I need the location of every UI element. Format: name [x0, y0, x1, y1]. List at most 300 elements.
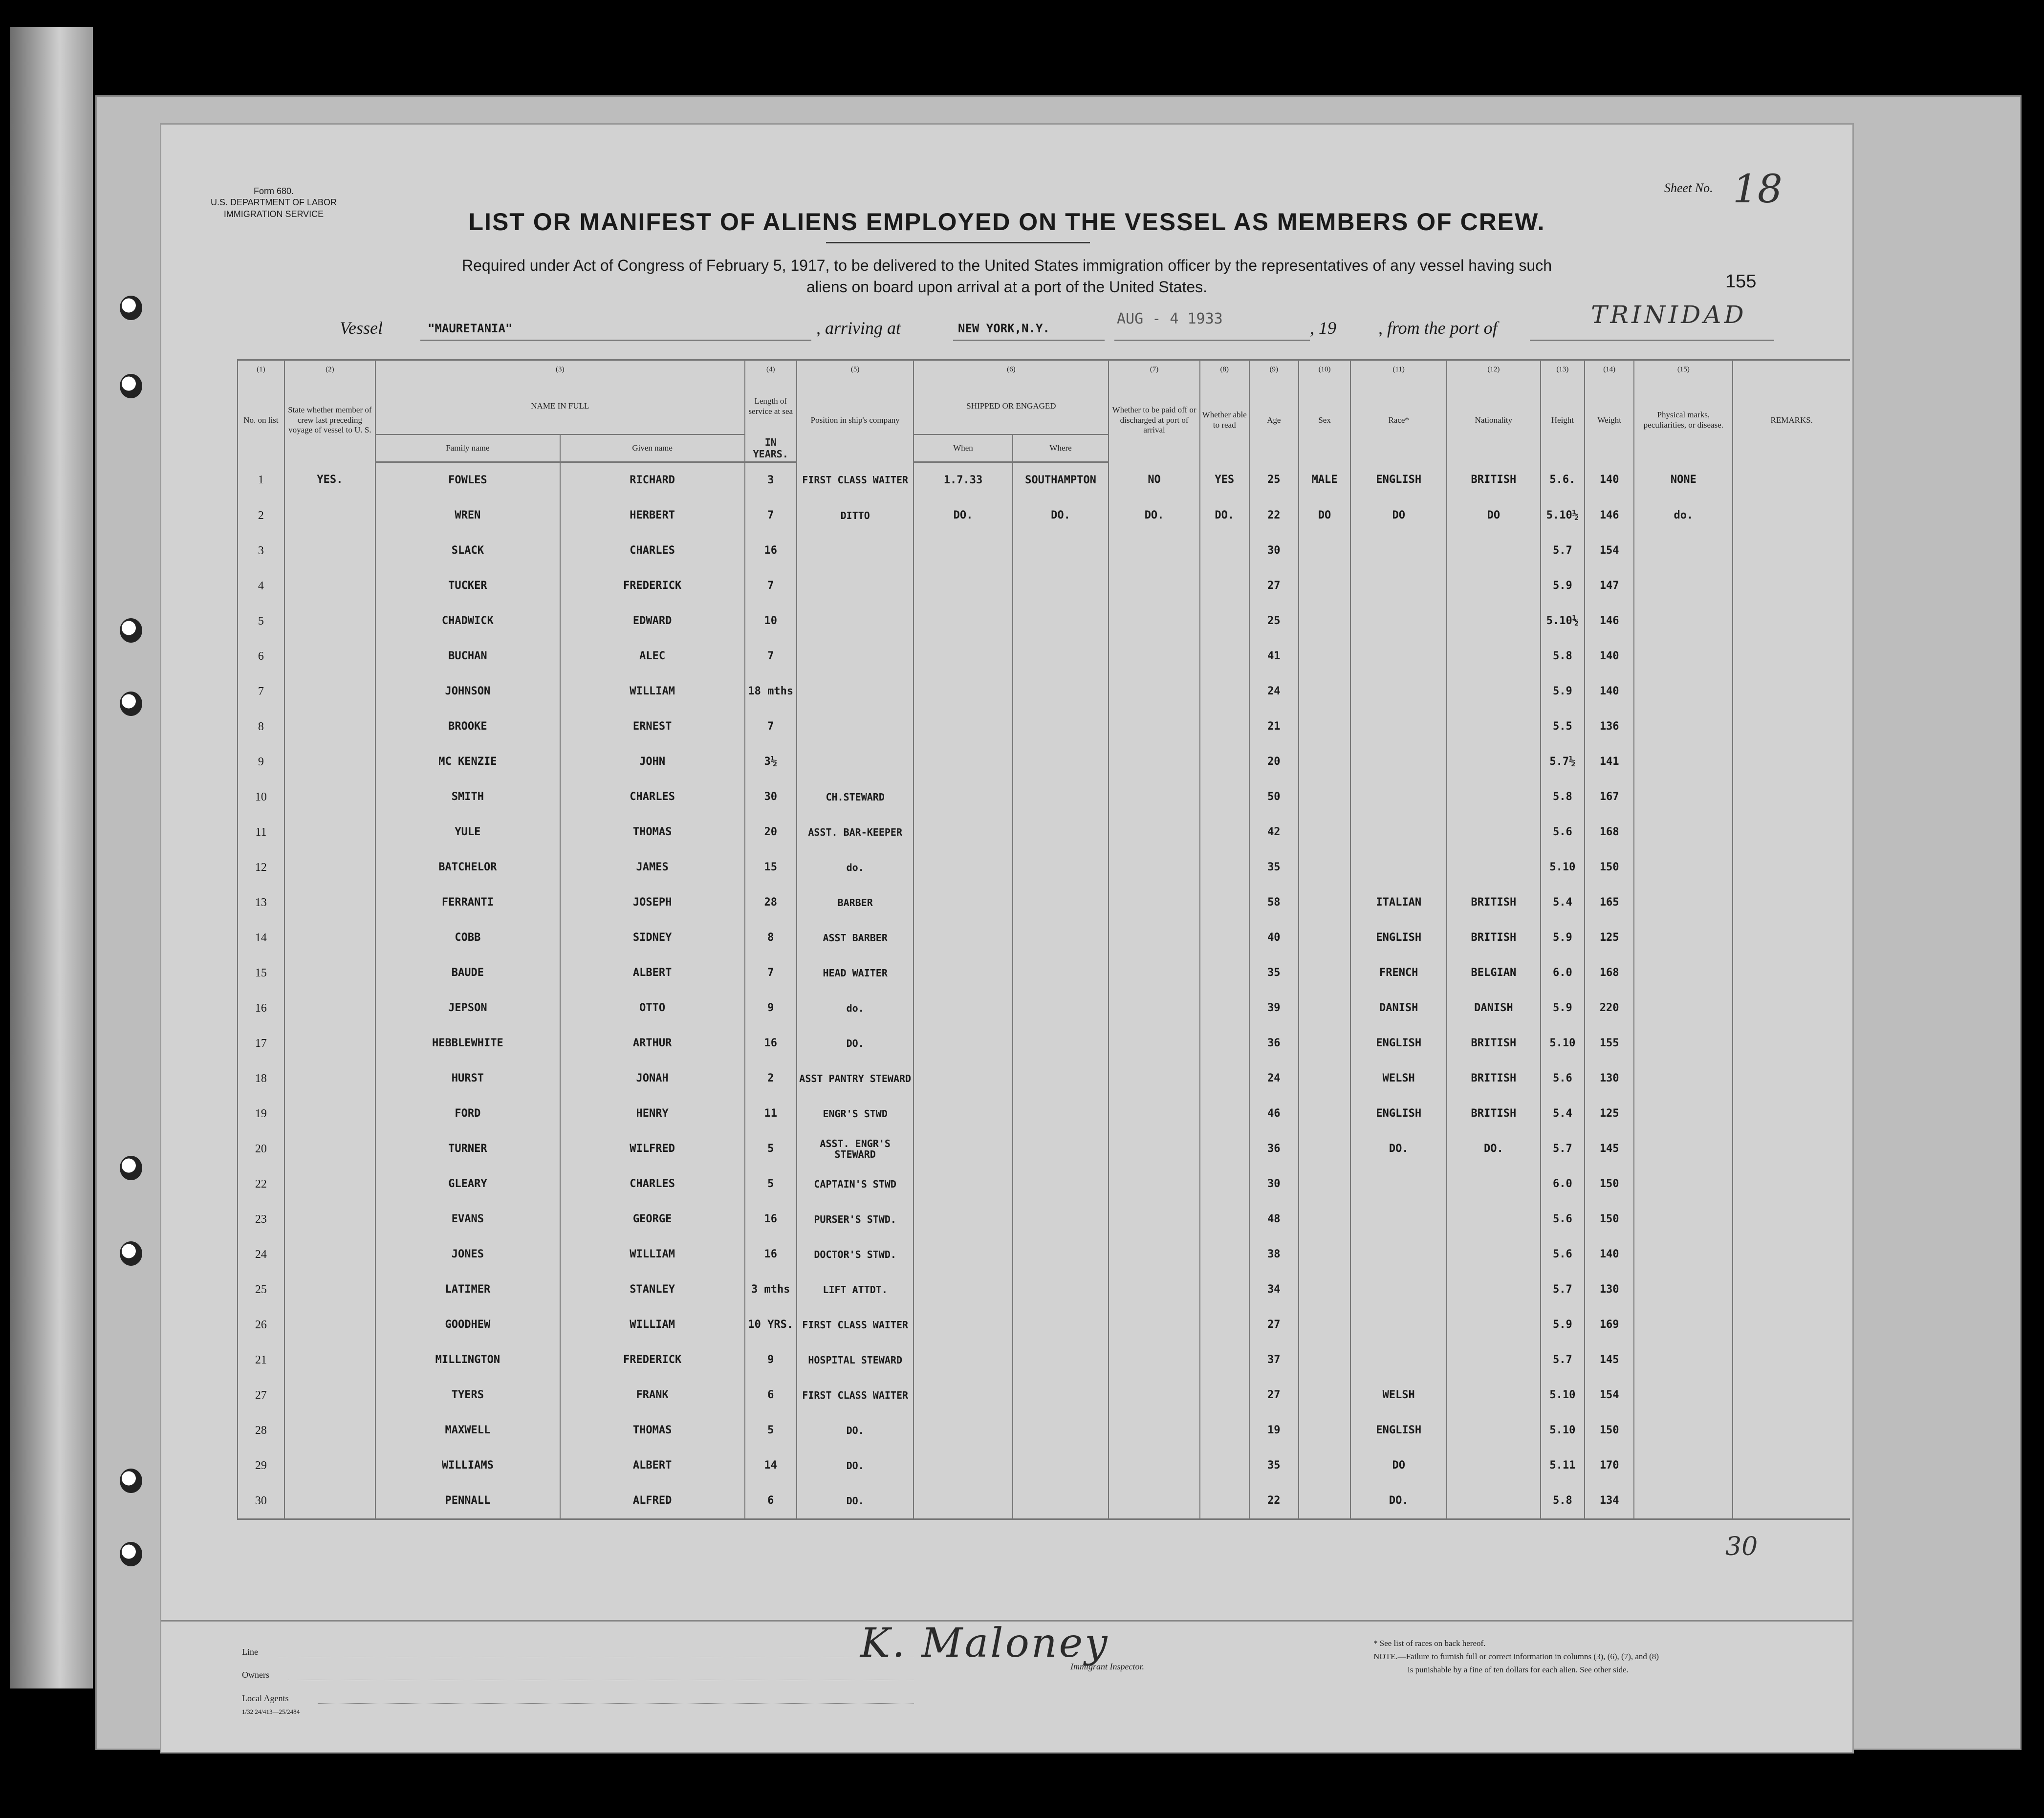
cell-where [1013, 1131, 1109, 1167]
cell-position: ASST. ENGR'S STEWARD [797, 1131, 913, 1167]
cell-weight: 154 [1585, 533, 1634, 568]
cell-physical [1634, 779, 1733, 815]
cell-paid [1109, 1342, 1199, 1378]
table-row [238, 920, 1850, 955]
cell-state [284, 604, 375, 639]
cell-service: 6 [745, 1378, 797, 1413]
cell-remarks [1733, 1413, 1850, 1448]
cell-position: DO. [797, 1448, 913, 1483]
col-num: (3) [375, 360, 745, 379]
cell-paid [1109, 1202, 1199, 1237]
cell-when [913, 533, 1012, 568]
cell-race [1350, 674, 1447, 709]
cell-when [913, 1061, 1012, 1096]
cell-height: 5.11 [1541, 1448, 1585, 1483]
cell-when [913, 885, 1012, 920]
cell-race [1350, 1202, 1447, 1237]
cell-physical [1634, 1202, 1733, 1237]
cell-nationality: DO. [1447, 1131, 1541, 1167]
cell-weight: 140 [1585, 639, 1634, 674]
cell-position [797, 639, 913, 674]
cell-sex [1299, 604, 1350, 639]
cell-no: 8 [238, 709, 284, 744]
cell-weight: 134 [1585, 1483, 1634, 1519]
cell-physical [1634, 604, 1733, 639]
cell-weight: 141 [1585, 744, 1634, 779]
cell-given: HERBERT [560, 498, 745, 533]
cell-weight: 146 [1585, 498, 1634, 533]
table-row [238, 991, 1850, 1026]
cell-given: WILFRED [560, 1131, 745, 1167]
cell-when [913, 1096, 1012, 1131]
cell-when [913, 1026, 1012, 1061]
table-row [238, 955, 1850, 991]
cell-age: 27 [1249, 1307, 1299, 1342]
col-num: (5) [797, 360, 913, 379]
cell-height: 5.7 [1541, 1342, 1585, 1378]
from-underline [1530, 340, 1774, 341]
cell-position: ASST BARBER [797, 920, 913, 955]
cell-height: 5.9 [1541, 920, 1585, 955]
cell-height: 5.10½ [1541, 604, 1585, 639]
sheet-number-label: Sheet No. [1664, 181, 1713, 195]
cell-where [1013, 744, 1109, 779]
header-age: Age [1249, 378, 1299, 462]
cell-remarks [1733, 462, 1850, 498]
cell-weight: 146 [1585, 604, 1634, 639]
cell-paid [1109, 1272, 1199, 1307]
cell-physical [1634, 1272, 1733, 1307]
cell-paid [1109, 1413, 1199, 1448]
cell-given: ARTHUR [560, 1026, 745, 1061]
cell-state [284, 1483, 375, 1519]
header-physical: Physical marks, peculiarities, or disease. [1634, 378, 1733, 462]
cell-paid [1109, 744, 1199, 779]
cell-weight: 150 [1585, 1202, 1634, 1237]
cell-no: 1 [238, 462, 284, 498]
cell-position: DO. [797, 1026, 913, 1061]
cell-sex [1299, 1061, 1350, 1096]
cell-service: 15 [745, 850, 797, 885]
cell-when [913, 991, 1012, 1026]
col-num: (12) [1447, 360, 1541, 379]
cell-height: 5.9 [1541, 1307, 1585, 1342]
cell-height: 5.5 [1541, 709, 1585, 744]
cell-when [913, 1342, 1012, 1378]
cell-no: 17 [238, 1026, 284, 1061]
punch-hole [120, 1241, 142, 1266]
cell-service: 6 [745, 1483, 797, 1519]
cell-position: HOSPITAL STEWARD [797, 1342, 913, 1378]
cell-height: 5.7½ [1541, 744, 1585, 779]
cell-sex [1299, 1202, 1350, 1237]
header-race: Race* [1350, 378, 1447, 462]
cell-sex [1299, 1307, 1350, 1342]
cell-weight: 150 [1585, 1413, 1634, 1448]
cell-read [1200, 1061, 1249, 1096]
cell-no: 27 [238, 1378, 284, 1413]
cell-family: SMITH [375, 779, 560, 815]
tally-count: 30 [1725, 1532, 1758, 1561]
cell-age: 37 [1249, 1342, 1299, 1378]
cell-height: 5.10½ [1541, 498, 1585, 533]
cell-service: 30 [745, 779, 797, 815]
cell-physical [1634, 1378, 1733, 1413]
cell-paid [1109, 1061, 1199, 1096]
cell-read [1200, 533, 1249, 568]
cell-height: 5.10 [1541, 850, 1585, 885]
cell-state [284, 815, 375, 850]
header-state-member: State whether member of crew last preceding voyage of vessel to U. S. [284, 378, 375, 462]
cell-service: 3½ [745, 744, 797, 779]
cell-sex [1299, 1096, 1350, 1131]
crew-rows [238, 462, 1850, 1519]
cell-weight: 140 [1585, 674, 1634, 709]
header-paid-off: Whether to be paid off or discharged at port of arrival [1109, 378, 1199, 462]
header-when: When [913, 434, 1012, 462]
cell-sex [1299, 568, 1350, 604]
note-races: * See list of races on back hereof. [1373, 1639, 1486, 1648]
cell-weight: 125 [1585, 1096, 1634, 1131]
cell-physical [1634, 533, 1733, 568]
cell-family: MAXWELL [375, 1413, 560, 1448]
cell-height: 5.4 [1541, 1096, 1585, 1131]
cell-physical [1634, 920, 1733, 955]
manifest-sheet [161, 125, 1852, 1752]
cell-nationality [1447, 1448, 1541, 1483]
cell-when [913, 955, 1012, 991]
cell-race: DANISH [1350, 991, 1447, 1026]
cell-race [1350, 709, 1447, 744]
cell-family: WILLIAMS [375, 1448, 560, 1483]
cell-physical [1634, 955, 1733, 991]
cell-given: CHARLES [560, 533, 745, 568]
cell-when [913, 674, 1012, 709]
cell-age: 36 [1249, 1026, 1299, 1061]
cell-sex [1299, 1342, 1350, 1378]
cell-paid [1109, 850, 1199, 885]
cell-when [913, 639, 1012, 674]
cell-state [284, 533, 375, 568]
cell-given: STANLEY [560, 1272, 745, 1307]
cell-remarks [1733, 815, 1850, 850]
cell-nationality [1447, 1483, 1541, 1519]
cell-age: 30 [1249, 533, 1299, 568]
cell-nationality [1447, 1378, 1541, 1413]
cell-sex [1299, 1131, 1350, 1167]
cell-weight: 170 [1585, 1448, 1634, 1483]
cell-where [1013, 885, 1109, 920]
cell-family: TUCKER [375, 568, 560, 604]
cell-race: WELSH [1350, 1061, 1447, 1096]
cell-given: SIDNEY [560, 920, 745, 955]
cell-read [1200, 1202, 1249, 1237]
cell-read [1200, 674, 1249, 709]
cell-paid [1109, 955, 1199, 991]
cell-where [1013, 991, 1109, 1026]
cell-sex [1299, 1378, 1350, 1413]
cell-read [1200, 639, 1249, 674]
cell-physical [1634, 1483, 1733, 1519]
cell-height: 5.8 [1541, 1483, 1585, 1519]
cell-physical [1634, 1026, 1733, 1061]
col-num: (15) [1634, 360, 1733, 379]
cell-position: DO. [797, 1413, 913, 1448]
table-row [238, 498, 1850, 533]
header-length-service: Length of service at sea [745, 378, 797, 434]
cell-state [284, 498, 375, 533]
cell-no: 14 [238, 920, 284, 955]
cell-age: 42 [1249, 815, 1299, 850]
cell-remarks [1733, 1272, 1850, 1307]
cell-given: WILLIAM [560, 674, 745, 709]
cell-when [913, 604, 1012, 639]
cell-when [913, 850, 1012, 885]
cell-state [284, 779, 375, 815]
cell-race: ENGLISH [1350, 1026, 1447, 1061]
table-row [238, 1307, 1850, 1342]
header-sex: Sex [1299, 378, 1350, 462]
cell-state [284, 1413, 375, 1448]
cell-weight: 150 [1585, 1167, 1634, 1202]
cell-height: 5.10 [1541, 1413, 1585, 1448]
cell-given: FREDERICK [560, 1342, 745, 1378]
cell-physical [1634, 991, 1733, 1026]
cell-state [284, 744, 375, 779]
cell-where [1013, 815, 1109, 850]
table-row [238, 1202, 1850, 1237]
cell-state [284, 920, 375, 955]
cell-family: JONES [375, 1237, 560, 1272]
cell-sex [1299, 815, 1350, 850]
cell-physical [1634, 1131, 1733, 1167]
cell-state [284, 1061, 375, 1096]
cell-weight: 169 [1585, 1307, 1634, 1342]
cell-race [1350, 1272, 1447, 1307]
table-row [238, 1272, 1850, 1307]
table-row [238, 568, 1850, 604]
cell-no: 30 [238, 1483, 284, 1519]
cell-remarks [1733, 779, 1850, 815]
cell-given: JOHN [560, 744, 745, 779]
cell-paid [1109, 639, 1199, 674]
cell-age: 58 [1249, 885, 1299, 920]
col-num: (10) [1299, 360, 1350, 379]
cell-no: 6 [238, 639, 284, 674]
cell-where [1013, 1483, 1109, 1519]
vessel-underline [420, 340, 811, 341]
cell-nationality: BRITISH [1447, 1026, 1541, 1061]
table-row [238, 1483, 1850, 1519]
cell-position: FIRST CLASS WAITER [797, 1307, 913, 1342]
vessel-label: Vessel [340, 318, 383, 338]
cell-remarks [1733, 604, 1850, 639]
cell-paid [1109, 1096, 1199, 1131]
header-name-in-full: NAME IN FULL [375, 378, 745, 434]
cell-nationality [1447, 744, 1541, 779]
header-family-name: Family name [375, 434, 560, 462]
cell-state [284, 955, 375, 991]
cell-weight: 147 [1585, 568, 1634, 604]
cell-physical: do. [1634, 498, 1733, 533]
cell-read [1200, 850, 1249, 885]
cell-read [1200, 604, 1249, 639]
crew-manifest-table [237, 359, 1850, 1520]
cell-sex [1299, 991, 1350, 1026]
cell-sex [1299, 1167, 1350, 1202]
cell-family: BUCHAN [375, 639, 560, 674]
cell-when [913, 1448, 1012, 1483]
table-row [238, 815, 1850, 850]
cell-remarks [1733, 1202, 1850, 1237]
cell-read [1200, 744, 1249, 779]
cell-when [913, 1413, 1012, 1448]
cell-service: 7 [745, 498, 797, 533]
cell-physical [1634, 1061, 1733, 1096]
cell-where [1013, 920, 1109, 955]
cell-family: MC KENZIE [375, 744, 560, 779]
cell-read [1200, 1413, 1249, 1448]
cell-state [284, 1342, 375, 1378]
cell-read [1200, 1448, 1249, 1483]
cell-no: 4 [238, 568, 284, 604]
cell-when [913, 1202, 1012, 1237]
header-given-name: Given name [560, 434, 745, 462]
cell-position: do. [797, 991, 913, 1026]
cell-given: CHARLES [560, 1167, 745, 1202]
cell-where [1013, 1096, 1109, 1131]
cell-paid [1109, 1131, 1199, 1167]
punch-hole [120, 618, 142, 643]
cell-read [1200, 709, 1249, 744]
cell-weight: 220 [1585, 991, 1634, 1026]
cell-height: 5.7 [1541, 1272, 1585, 1307]
cell-paid [1109, 779, 1199, 815]
cell-state [284, 1448, 375, 1483]
cell-remarks [1733, 568, 1850, 604]
cell-race [1350, 744, 1447, 779]
cell-race: WELSH [1350, 1378, 1447, 1413]
cell-family: BAUDE [375, 955, 560, 991]
cell-where [1013, 568, 1109, 604]
cell-family: TURNER [375, 1131, 560, 1167]
cell-when [913, 1237, 1012, 1272]
cell-sex [1299, 639, 1350, 674]
cell-paid [1109, 568, 1199, 604]
cell-nationality [1447, 1307, 1541, 1342]
cell-paid: DO. [1109, 498, 1199, 533]
cell-nationality [1447, 1237, 1541, 1272]
cell-service: 11 [745, 1096, 797, 1131]
punch-hole [120, 1156, 142, 1180]
from-port-label: , from the port of [1378, 318, 1498, 338]
cell-nationality [1447, 815, 1541, 850]
cell-position [797, 533, 913, 568]
col-num: (11) [1350, 360, 1447, 379]
table-row [238, 850, 1850, 885]
table-row [238, 1061, 1850, 1096]
cell-no: 15 [238, 955, 284, 991]
arriving-label: , arriving at [816, 318, 901, 338]
cell-state [284, 568, 375, 604]
cell-remarks [1733, 1237, 1850, 1272]
cell-state: YES. [284, 462, 375, 498]
cell-state [284, 1096, 375, 1131]
header-row-1 [238, 378, 1850, 434]
header-position: Position in ship's company [797, 378, 913, 462]
cell-age: 22 [1249, 1483, 1299, 1519]
cell-when [913, 920, 1012, 955]
cell-height: 5.6 [1541, 815, 1585, 850]
cell-family: JEPSON [375, 991, 560, 1026]
cell-position: BARBER [797, 885, 913, 920]
table-row [238, 533, 1850, 568]
cell-when [913, 1307, 1012, 1342]
cell-family: WREN [375, 498, 560, 533]
cell-service: 16 [745, 1026, 797, 1061]
col-num [1733, 360, 1850, 379]
date-stamp: AUG - 4 1933 [1117, 310, 1223, 327]
cell-given: ALEC [560, 639, 745, 674]
table-row [238, 462, 1850, 498]
cell-paid [1109, 1448, 1199, 1483]
cell-service: 28 [745, 885, 797, 920]
cell-paid [1109, 885, 1199, 920]
service-name: IMMIGRATION SERVICE [223, 209, 324, 219]
footer-agents-rule [318, 1703, 914, 1704]
cell-no: 16 [238, 991, 284, 1026]
cell-age: 21 [1249, 709, 1299, 744]
cell-paid [1109, 1237, 1199, 1272]
cell-sex [1299, 709, 1350, 744]
cell-remarks [1733, 709, 1850, 744]
header-height: Height [1541, 378, 1585, 462]
cell-no: 2 [238, 498, 284, 533]
column-number-row [238, 360, 1850, 379]
cell-paid [1109, 709, 1199, 744]
cell-service: 18 mths [745, 674, 797, 709]
cell-weight: 145 [1585, 1131, 1634, 1167]
cell-race: DO. [1350, 1131, 1447, 1167]
cell-paid [1109, 1026, 1199, 1061]
cell-where [1013, 1237, 1109, 1272]
cell-given: JAMES [560, 850, 745, 885]
cell-weight: 155 [1585, 1026, 1634, 1061]
cell-when [913, 779, 1012, 815]
inspector-signature: K. Maloney [860, 1620, 1109, 1666]
cell-family: SLACK [375, 533, 560, 568]
cell-read: YES [1200, 462, 1249, 498]
cell-nationality [1447, 1342, 1541, 1378]
cell-service: 2 [745, 1061, 797, 1096]
cell-no: 26 [238, 1307, 284, 1342]
cell-sex [1299, 744, 1350, 779]
cell-position: DITTO [797, 498, 913, 533]
cell-read [1200, 1131, 1249, 1167]
cell-weight: 154 [1585, 1378, 1634, 1413]
cell-age: 48 [1249, 1202, 1299, 1237]
cell-sex [1299, 1413, 1350, 1448]
header-nationality: Nationality [1447, 378, 1541, 462]
cell-age: 25 [1249, 462, 1299, 498]
cell-race [1350, 779, 1447, 815]
cell-family: FOWLES [375, 462, 560, 498]
cell-height: 5.8 [1541, 639, 1585, 674]
table-row [238, 674, 1850, 709]
cell-race: ITALIAN [1350, 885, 1447, 920]
cell-sex: MALE [1299, 462, 1350, 498]
table-row [238, 744, 1850, 779]
